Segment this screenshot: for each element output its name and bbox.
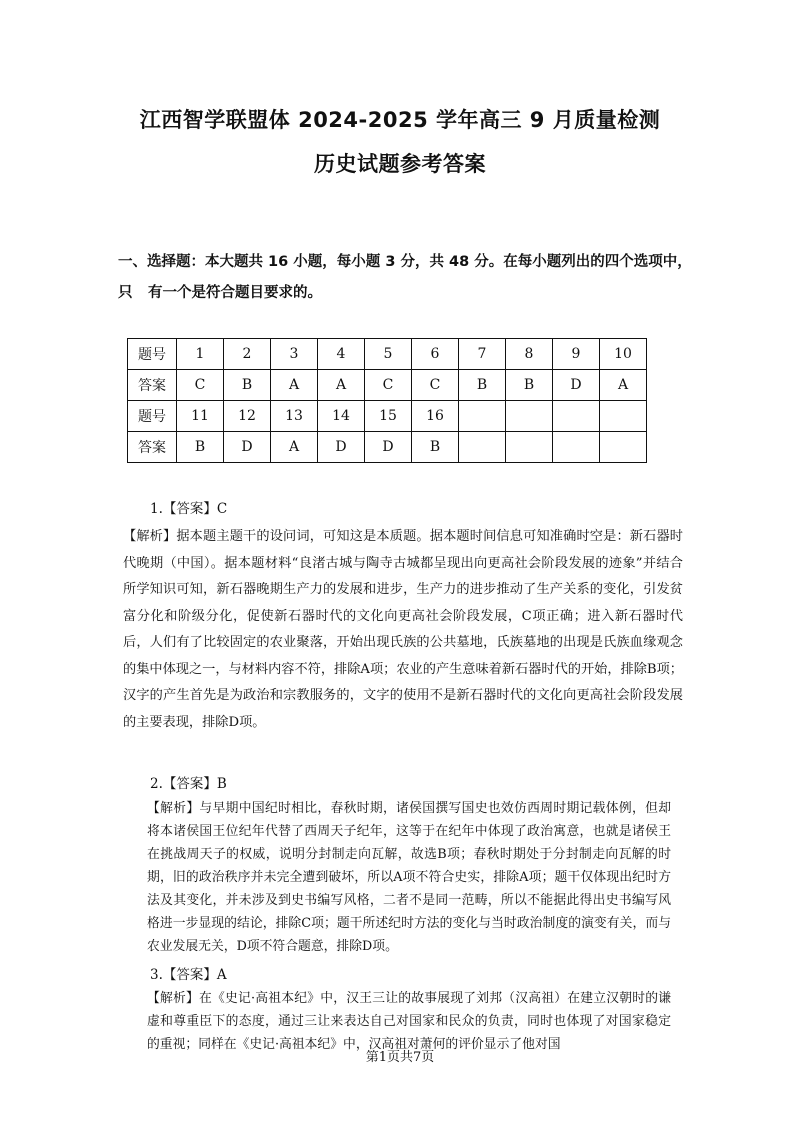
answer-table-cell: 10 (600, 339, 647, 370)
answer-table-cell: 11 (177, 401, 224, 432)
answer-table-cell: D (318, 432, 365, 463)
q2-analysis: 【解析】与早期中国纪时相比，春秋时期，诸侯国撰写国史也效仿西周时期记载体例，但却将本诸侯国王位纪年代替了西周天子纪年，这等于在纪年中体现了政治寓意，也就是诸侯王在挑战周天子的权威，说明分封制走向瓦解，故选B项；春秋时期处于分封制走向瓦解的时期，旧的政治秩序并未完全遭到破坏，所以A项不符合史实，排除A项；题干仅体现出纪时方法及其变化，并未涉及到史书编写风格，二者不是同一范畴，所以不能据此得出史书编写风格进一步显现的结论，排除C项；题干所述纪时方法的变化与当时政治制度的演变有关，而与农业发展无关，D项不符合题意，排除D项。 (147, 801, 671, 954)
answer-table-cell: 15 (365, 401, 412, 432)
answer-table-cell (459, 432, 506, 463)
answer-table-row (128, 370, 647, 401)
section-heading-line1: 一、选择题：本大题共 16 小题，每小题 3 分，共 48 分。在每小题列出的四个选项中，只 (118, 254, 692, 301)
q2-answer-head: 2.【答案】B (150, 776, 227, 792)
answer-table-cell (459, 401, 506, 432)
answer-table-cell: 14 (318, 401, 365, 432)
answer-table-cell: B (412, 432, 459, 463)
answer-table-cell: 5 (365, 339, 412, 370)
answer-table-row-header: 答案 (128, 432, 177, 463)
answer-table-cell: 13 (271, 401, 318, 432)
page-number: 第1页共7页 (365, 1050, 435, 1065)
answer-table-cell (506, 401, 553, 432)
answer-table-cell: D (365, 432, 412, 463)
answer-table-cell (506, 432, 553, 463)
answer-table-cell (553, 401, 600, 432)
q3-answer-head: 3.【答案】A (150, 967, 227, 983)
answer-table-cell: 7 (459, 339, 506, 370)
answer-table-cell (600, 401, 647, 432)
answer-table-cell: B (459, 370, 506, 401)
answer-table-cell: A (600, 370, 647, 401)
answer-table-cell: 6 (412, 339, 459, 370)
answer-table-row (128, 339, 647, 370)
answer-table-row-header: 题号 (128, 401, 177, 432)
section-heading-line2: 有一个是符合题目要求的。 (148, 285, 322, 301)
answer-table-cell: 9 (553, 339, 600, 370)
answer-table-cell: C (177, 370, 224, 401)
answer-table-cell (553, 432, 600, 463)
answer-table-cell: 1 (177, 339, 224, 370)
answer-table-cell: B (177, 432, 224, 463)
document-subtitle: 历史试题参考答案 (314, 152, 486, 176)
answer-table-cell: C (365, 370, 412, 401)
answer-table-cell: D (224, 432, 271, 463)
answer-table-cell: D (553, 370, 600, 401)
answer-table-row-header: 题号 (128, 339, 177, 370)
answer-table-cell: 2 (224, 339, 271, 370)
answer-table-cell: 12 (224, 401, 271, 432)
answer-table-cell: B (224, 370, 271, 401)
document-title: 江西智学联盟体 2024-2025 学年高三 9 月质量检测 (139, 108, 661, 132)
q3-analysis: 【解析】在《史记·高祖本纪》中，汉王三让的故事展现了刘邦（汉高祖）在建立汉朝时的谦虚和尊重臣下的态度，通过三让来表达自己对国家和民众的负责，同时也体现了对国家稳定的重视；同样在《史记·高祖本纪》中，汉高祖对萧何的评价显示了他对国 (147, 991, 671, 1052)
answer-table-cell: 8 (506, 339, 553, 370)
answer-table-cell: A (271, 370, 318, 401)
answer-table-cell (600, 432, 647, 463)
q1-answer-head: 1.【答案】C (150, 501, 228, 517)
answer-table-cell: A (271, 432, 318, 463)
answer-table-row-header: 答案 (128, 370, 177, 401)
answer-table-cell: C (412, 370, 459, 401)
answer-table-cell: 4 (318, 339, 365, 370)
answer-table (127, 338, 647, 463)
answer-table-cell: 16 (412, 401, 459, 432)
answer-table-cell: A (318, 370, 365, 401)
q1-analysis: 【解析】据本题主题干的设问词，可知这是本质题。据本题时间信息可知准确时空是：新石器时代晚期（中国）。据本题材料“良渚古城与陶寺古城都呈现出向更高社会阶段发展的迹象”并结合所学知识可知，新石器晚期生产力的发展和进步，生产力的进步推动了生产关系的变化，引发贫富分化和阶级分化，促使新石器时代的文化向更高社会阶段发展，C项正确；进入新石器时代后，人们有了比较固定的农业聚落，开始出现氏族的公共墓地，氏族墓地的出现是氏族血缘观念的集中体现之一，与材料内容不符，排除A项；农业的产生意味着新石器时代的开始，排除B项；汉字的产生首先是为政治和宗教服务的，文字的使用不是新石器时代的文化向更高社会阶段发展的主要表现，排除D项。 (123, 529, 683, 730)
answer-table-row (128, 432, 647, 463)
answer-table-cell: B (506, 370, 553, 401)
answer-table-row (128, 401, 647, 432)
answer-table-cell: 3 (271, 339, 318, 370)
